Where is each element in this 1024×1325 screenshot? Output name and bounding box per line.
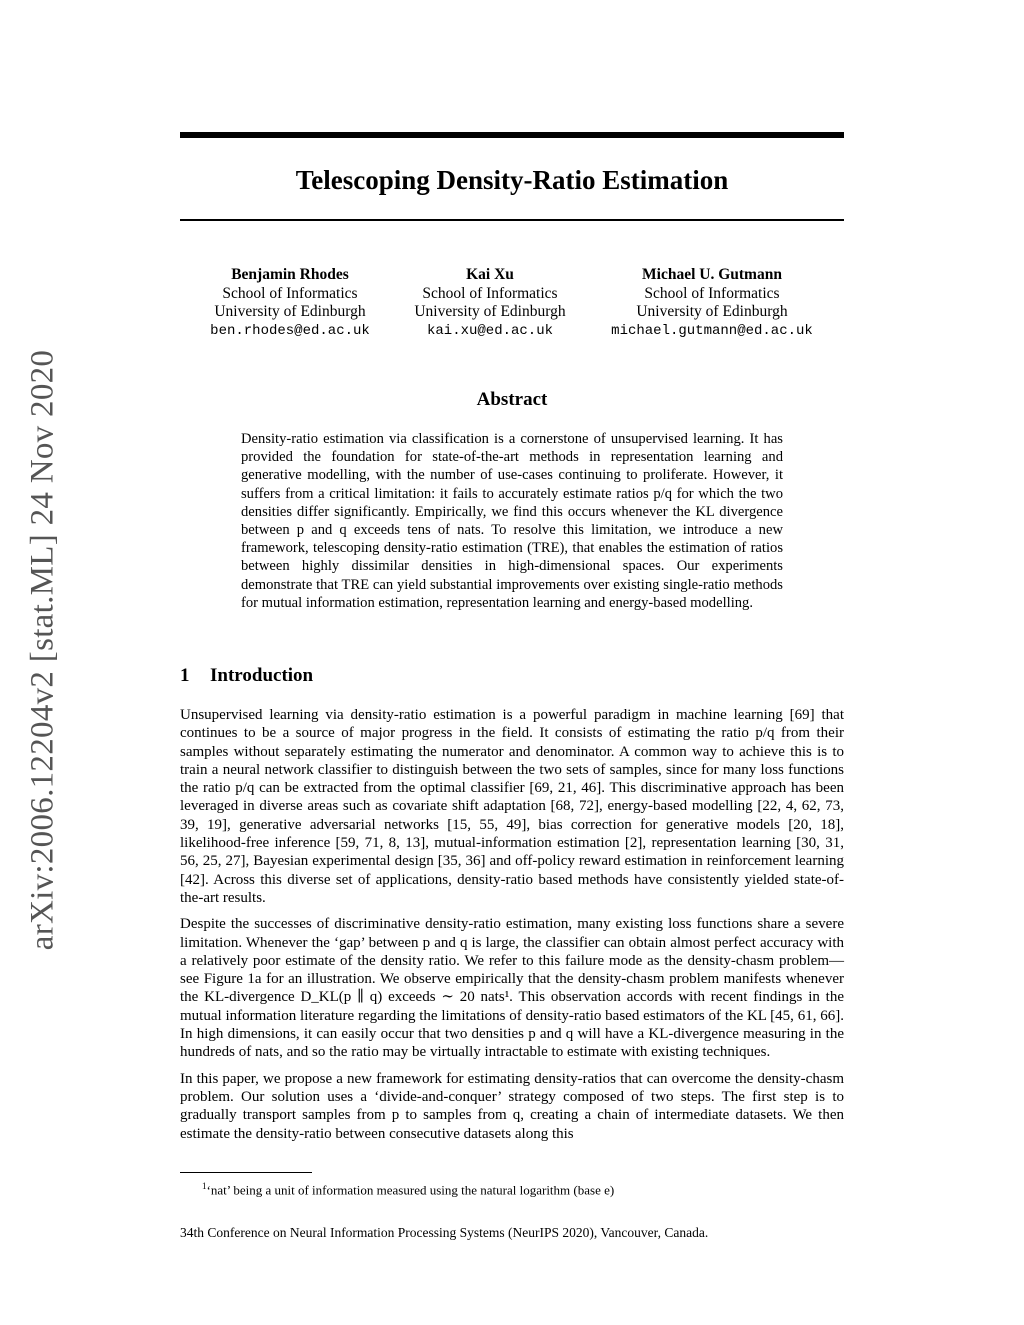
title-top-rule <box>180 132 844 138</box>
paragraph: Unsupervised learning via density-ratio estimation is a powerful paradigm in machine learning [69] that continues to be a source of major progress in the field. It consists of estimating the ratio p/q from their samples without separately estimating the numerator and denominator. A common way to achieve this is to train a neural network classifier to distinguish between the two sets of samples, since for many loss functions the ratio p/q can be extracted from the optimal classifier [69, 21, 46]. This discriminative approach has been leveraged in diverse areas such as covariate shift adaptation [68, 72], energy-based modelling [22, 4, 62, 73, 39, 19], generative adversarial networks [15, 55, 49], bias correction for generative models [20, 18], likelihood-free inference [59, 71, 8, 13], mutual-information estimation [2], representation learning [30, 31, 56, 25, 27], Bayesian experimental design [35, 36] and off-policy reward estimation in reinforcement learning [42]. Across this diverse set of applications, density-ratio based methods have consistently yielded state-of-the-art results. <box>180 707 844 906</box>
footnote-text: ‘nat’ being a unit of information measured using the natural logarithm (base e) <box>206 1182 615 1198</box>
section-body <box>180 706 844 1151</box>
venue-note: 34th Conference on Neural Information Processing Systems (NeurIPS 2020), Vancouver, Canada. <box>180 1225 709 1240</box>
abstract-text: Density-ratio estimation via classification is a cornerstone of unsupervised learning. It has provided the foundation for state-of-the-art methods in representation learning and generative modelling, with the number of use-cases continuing to proliferate. However, it suffers from a critical limitation: it fails to accurately estimate ratios p/q for which the two densities differ significantly. Empirically, we find this occurs whenever the KL divergence between p and q exceeds tens of nats. To resolve this limitation, we introduce a new framework, telescoping density-ratio estimation (TRE), that enables the estimation of ratios between highly dissimilar densities in high-dimensional spaces. Our experiments demonstrate that TRE can yield substantial improvements over existing single-ratio methods for mutual information estimation, representation learning and energy-based modelling. <box>241 431 783 611</box>
author-name: Michael U. Gutmann <box>642 266 782 283</box>
footnote-marker: 1 <box>202 1181 207 1191</box>
paragraph: In this paper, we propose a new framework for estimating density-ratios that can overcome the density-chasm problem. Our solution uses a ‘divide-and-conquer’ strategy composed of two steps. The first step is to gradually transport samples from p to samples from q, creating a chain of intermediate datasets. We then estimate the density-ratio between consecutive datasets along this <box>180 1070 844 1142</box>
section-number: 1 <box>180 665 190 686</box>
footnote <box>202 1178 614 1198</box>
author-institution: University of Edinburgh <box>414 303 566 320</box>
author-block <box>180 266 844 346</box>
author-affiliation: School of Informatics <box>222 284 358 302</box>
footnote-rule <box>180 1172 312 1173</box>
title-bottom-rule <box>180 219 844 221</box>
author-institution: University of Edinburgh <box>214 303 366 320</box>
arxiv-identifier: arXiv:2006.12204v2 [stat.ML] 24 Nov 2020 <box>24 349 61 951</box>
paper-title: Telescoping Density-Ratio Estimation <box>295 165 729 195</box>
author-card <box>175 266 405 340</box>
author-card <box>597 266 827 340</box>
author-name: Benjamin Rhodes <box>231 266 349 283</box>
arxiv-identifier-margin <box>0 0 80 1325</box>
section-heading <box>180 664 313 688</box>
abstract-heading: Abstract <box>476 389 548 410</box>
author-affiliation: School of Informatics <box>422 284 558 302</box>
author-email[interactable]: michael.gutmann@ed.ac.uk <box>611 322 813 339</box>
author-affiliation: School of Informatics <box>644 284 780 302</box>
author-email[interactable]: ben.rhodes@ed.ac.uk <box>210 322 370 339</box>
author-name: Kai Xu <box>466 266 514 283</box>
paragraph: Despite the successes of discriminative density-ratio estimation, many existing loss functions share a severe limitation. Whenever the ‘gap’ between p and q is large, the classifier can obtain almost perfect accuracy with a relatively poor estimate of the density ratio. We refer to this failure mode as the density-chasm problem—see Figure 1a for an illustration. We observe empirically that the density-chasm problem manifests whenever the KL-divergence D_KL(p ∥ q) exceeds ∼ 20 nats¹. This observation accords with recent findings in the mutual information literature regarding the limitations of density-ratio based estimators of the KL [45, 61, 66]. In high dimensions, it can easily occur that two densities p and q will have a KL-divergence measuring in the hundreds of nats, and so the ratio may be virtually intractable to estimate with existing techniques. <box>180 916 844 1061</box>
author-email[interactable]: kai.xu@ed.ac.uk <box>426 322 554 339</box>
author-card <box>375 266 605 340</box>
author-institution: University of Edinburgh <box>636 303 788 320</box>
section-title: Introduction <box>210 665 314 686</box>
